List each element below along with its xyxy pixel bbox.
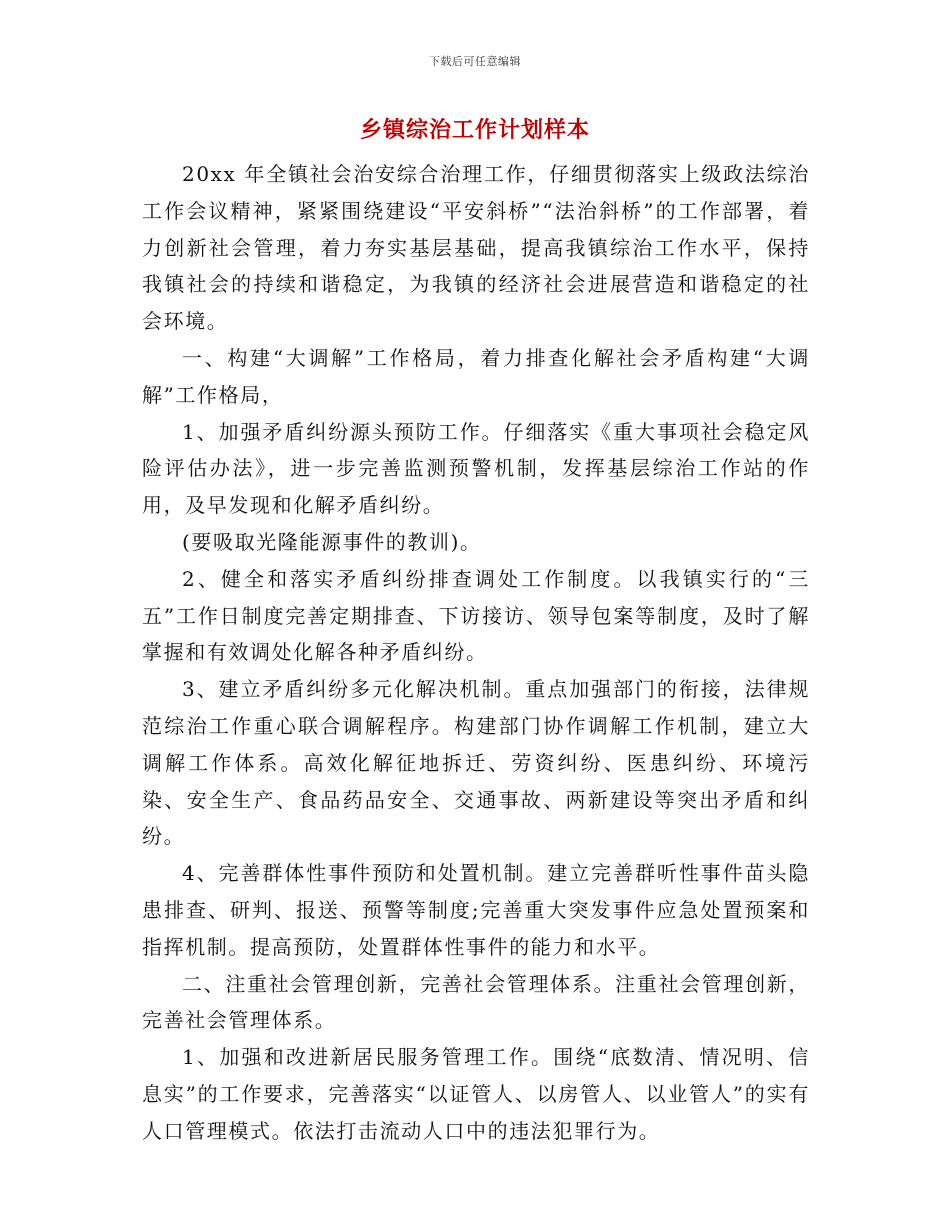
paragraph-item-1-4: 4、完善群体性事件预防和处置机制。建立完善群听性事件苗头隐患排查、研判、报送、预警等制度;完善重大突发事件应急处置预案和指挥机制。提高预防，处置群体性事件的能力和水平。 bbox=[142, 861, 810, 959]
paragraph-item-1-3: 3、建立矛盾纠纷多元化解决机制。重点加强部门的衔接，法律规范综治工作重心联合调解程序。构建部门协作调解工作机制，建立大调解工作体系。高效化解征地拆迁、劳资纠纷、医患纠纷、环境污染、安全生产、食品药品安全、交通事故、两新建设等突出矛盾和纠纷。 bbox=[142, 677, 810, 849]
paragraph-intro: 20xx 年全镇社会治安综合治理工作，仔细贯彻落实上级政法综治工作会议精神，紧紧围绕建设“平安斜桥”“法治斜桥”的工作部署，着力创新社会管理，着力夯实基层基础，提高我镇综治工作水平，保持我镇社会的持续和谐稳定，为我镇的经济社会进展营造和谐稳定的社会环境。 bbox=[142, 162, 810, 334]
paragraph-section-2-heading: 二、注重社会管理创新，完善社会管理体系。注重社会管理创新，完善社会管理体系。 bbox=[142, 971, 810, 1033]
paragraph-item-2-1: 1、加强和改进新居民服务管理工作。围绕“底数清、情况明、信息实”的工作要求，完善落实“以证管人、以房管人、以业管人”的实有人口管理模式。依法打击流动人口中的违法犯罪行为。 bbox=[142, 1045, 810, 1143]
paragraph-item-1-1: 1、加强矛盾纠纷源头预防工作。仔细落实《重大事项社会稳定风险评估办法》，进一步完善监测预警机制，发挥基层综治工作站的作用，及早发现和化解矛盾纠纷。 bbox=[142, 419, 810, 518]
document-title: 乡镇综治工作计划样本 bbox=[359, 118, 590, 143]
header-note: 下载后可任意编辑 bbox=[429, 55, 521, 68]
paragraph-item-1-2: 2、健全和落实矛盾纠纷排查调处工作制度。以我镇实行的“三五”工作日制度完善定期排查、下访接访、领导包案等制度，及时了解掌握和有效调处化解各种矛盾纠纷。 bbox=[142, 566, 810, 665]
paragraph-note: (要吸取光隆能源事件的教训)。 bbox=[182, 529, 482, 554]
document-body bbox=[142, 156, 810, 1150]
paragraph-section-1-heading: 一、构建“大调解”工作格局，着力排查化解社会矛盾构建“大调解”工作格局， bbox=[142, 345, 810, 407]
